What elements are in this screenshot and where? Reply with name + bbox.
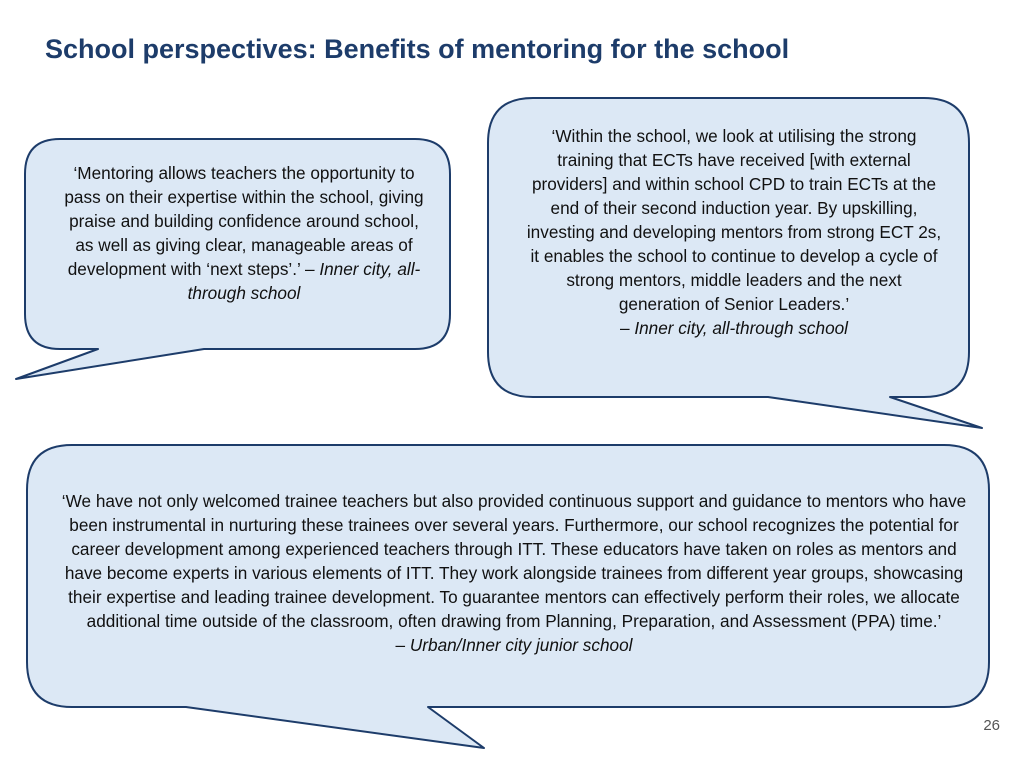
quote-bottom-text: ‘We have not only welcomed trainee teachers but also provided continuous support and guidance to mentors who have been instrumental in nurturing these trainees over several years. Furthermore, our school recognizes the potential for career development among experienced teachers through ITT. These educators have taken on roles as mentors and have become experts in various elements of ITT. They work alongside trainees from different year groups, showcasing their expertise and leading trainee development. To guarantee mentors can effectively perform their roles, we allocate additional time outside of the classroom, often drawing from Planning, Preparation, and Assessment (PPA) time.’: [61, 491, 967, 631]
slide-title: School perspectives: Benefits of mentoring for the school: [45, 34, 790, 64]
page-number: 26: [983, 717, 1000, 734]
quote-bottom-attribution: Urban/Inner city junior school: [409, 635, 633, 655]
quote-left: [58, 161, 430, 305]
quote-right-text: ‘Within the school, we look at utilising the strong training that ECTs have received [with external providers] and within school CPD to train ECTs at the end of their second induction year. By upskilling, investing and developing mentors from strong ECT 2s, it enables the school to continue to develop a cycle of strong mentors, middle leaders and the next generation of Senior Leaders.’: [526, 126, 942, 314]
quote-left-attribution: Inner city, all-through school: [187, 259, 421, 303]
quote-left-text: ‘Mentoring allows teachers the opportunity to pass on their expertise within the school, giving praise and building confidence around school, as well as giving clear, manageable areas of development with ‘next steps’.’ –: [64, 163, 424, 279]
quote-bottom-dash: –: [395, 635, 406, 655]
quote-right-attribution: Inner city, all-through school: [634, 318, 849, 338]
quote-right: [526, 124, 942, 340]
quote-bottom: [58, 489, 970, 657]
quote-right-dash: –: [619, 318, 630, 338]
